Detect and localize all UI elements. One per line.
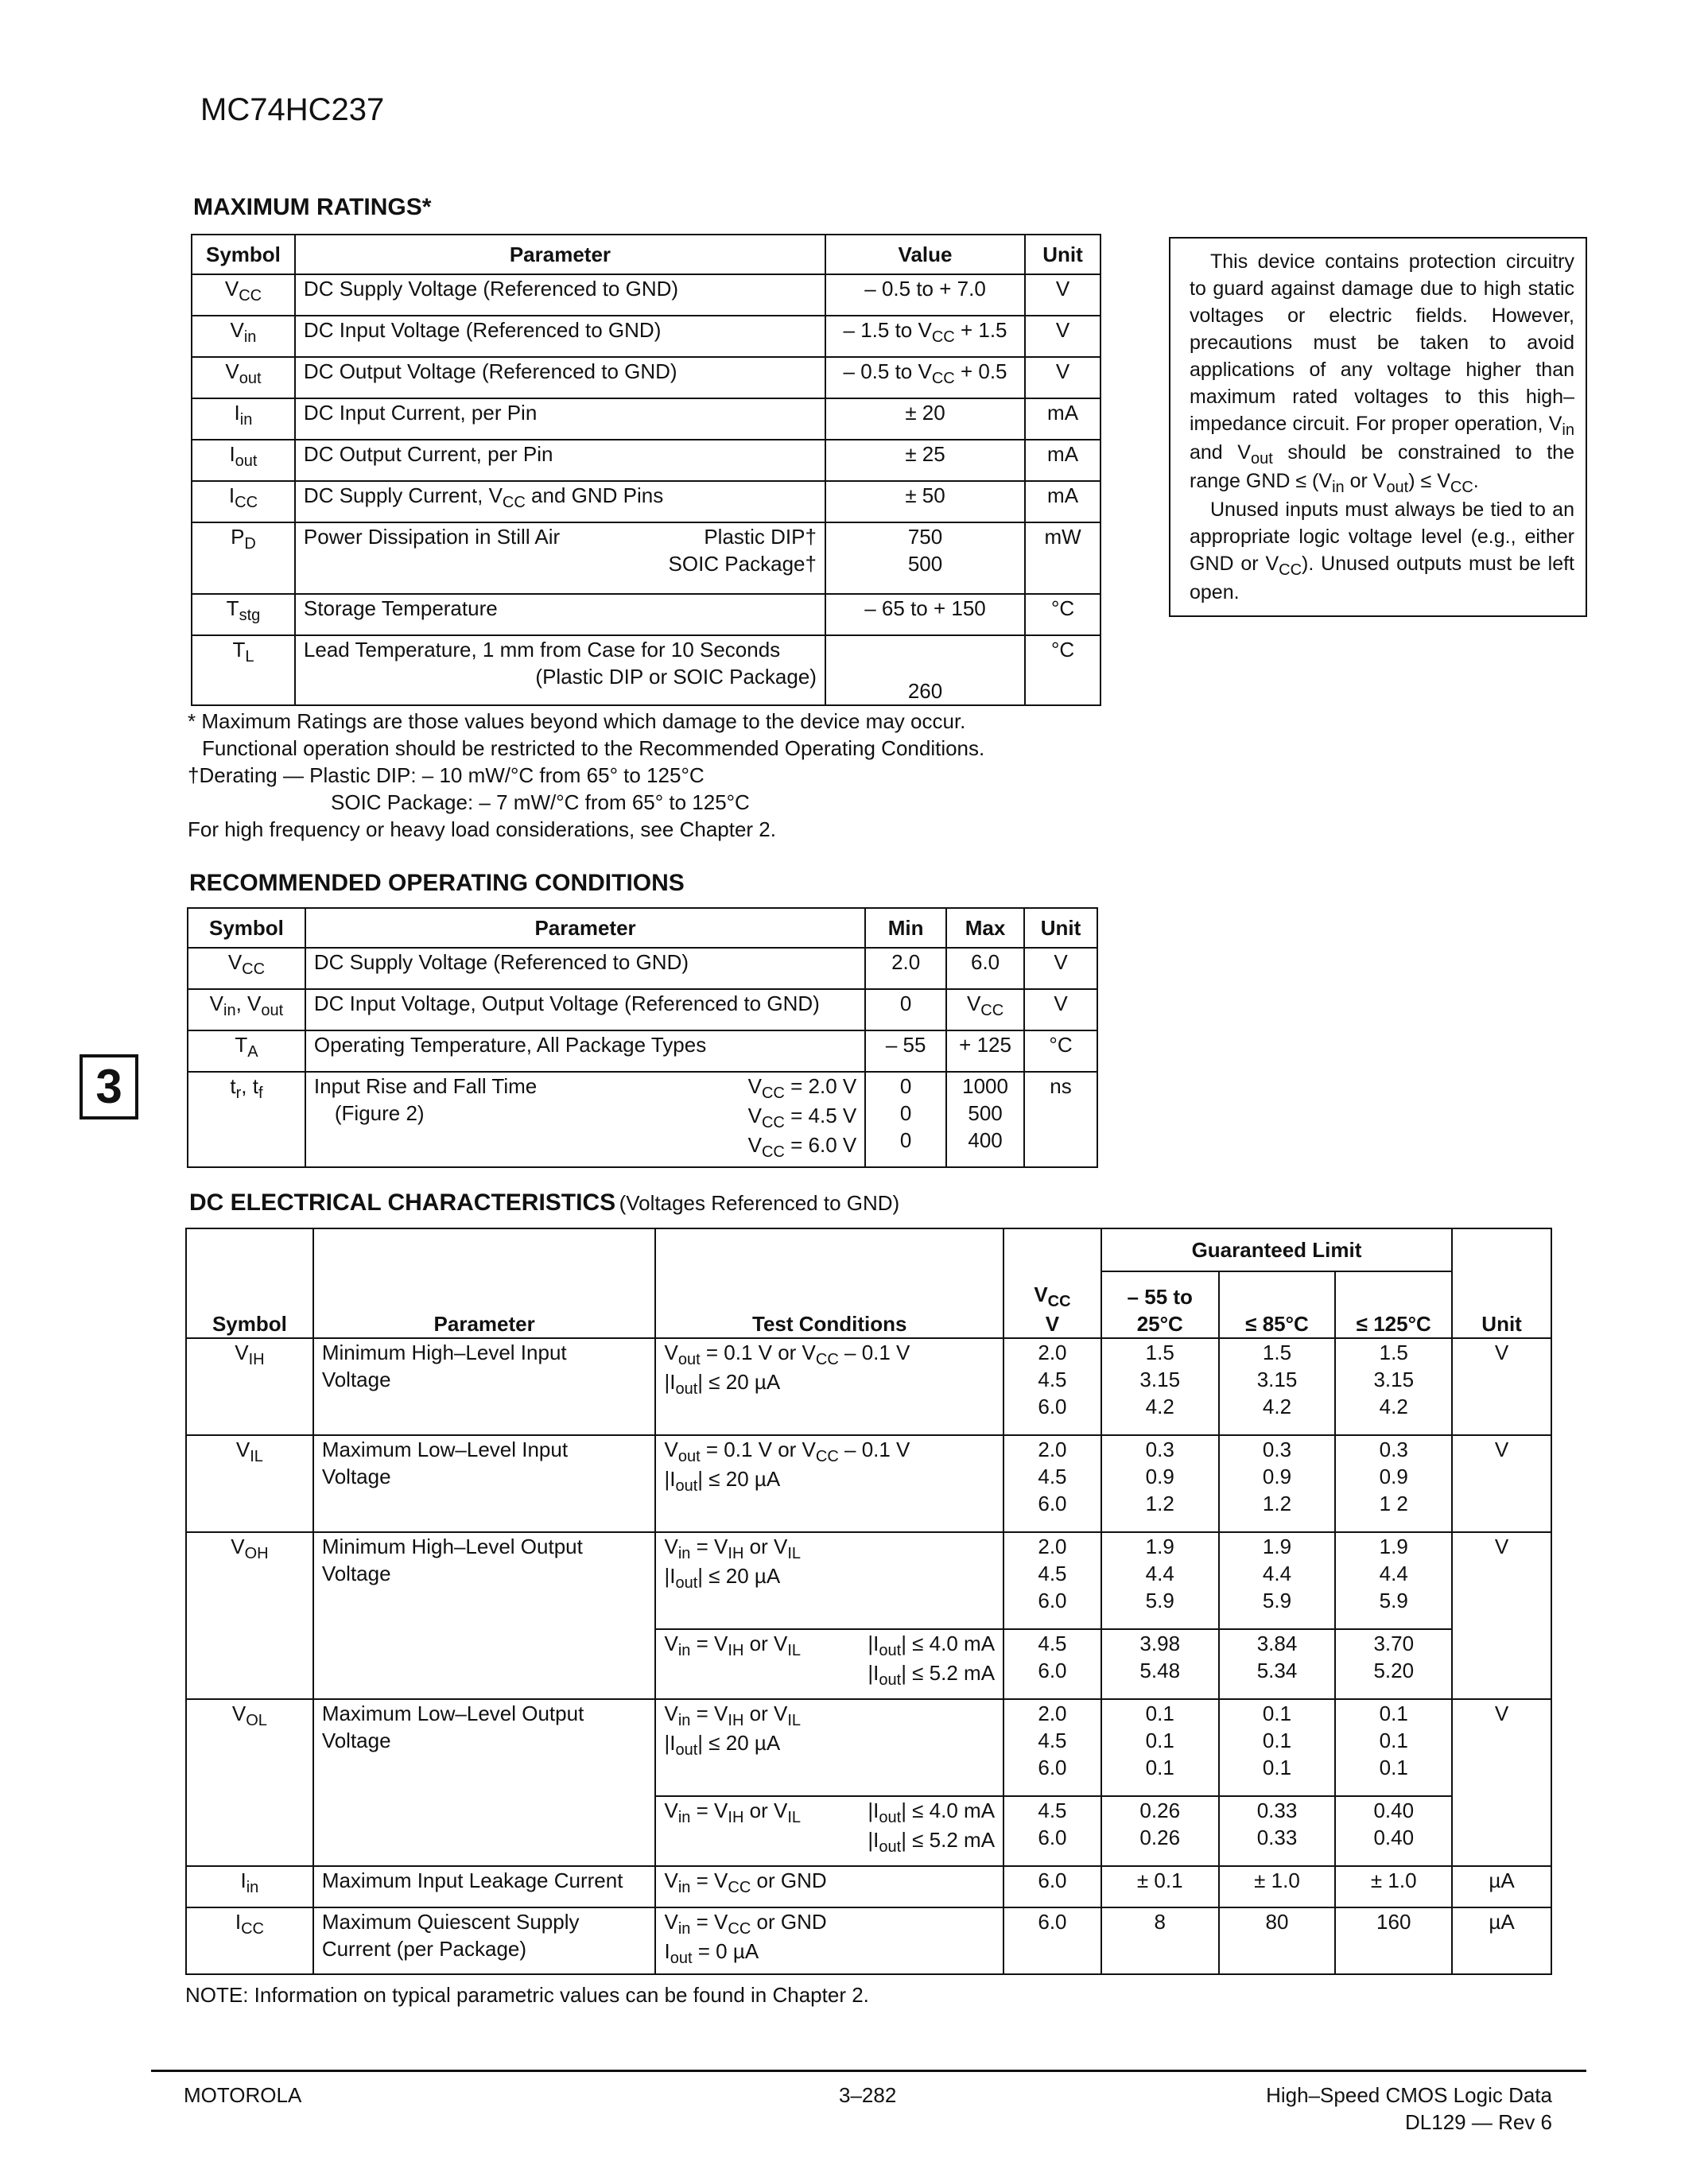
- table-row: $V_{out}$ DC Output Voltage (Referenced to GND) – 0.5 to $V_{CC} + 0.5$ V: [192, 357, 1100, 398]
- table-row: $P_D$ Power Dissipation in Still Air Plastic DIP† SOIC Package† 750 500 mW: [192, 522, 1100, 594]
- table-row: $T_L$ Lead Temperature, 1 mm from Case for 10 Seconds (Plastic DIP or SOIC Package) 260 °C: [192, 635, 1100, 705]
- col-unit: Unit: [1024, 908, 1097, 948]
- max-ratings-table: [191, 234, 1101, 706]
- table-header-row: [188, 908, 1097, 948]
- protection-paragraph-1: This device contains protection circuitry to guard against damage due to high static voltages or electric fields. However, precautions must be taken to avoid applications of any voltage higher than maximum rated voltages to this high–impedance circuit. For proper operation, $V_{in}$ and $V_{out}$ should be constrained to the range GND ≤ ($V_{in}$ or $V_{out}) \le V_{CC}$.: [1190, 250, 1574, 496]
- table-row: $V_{IL}$ Maximum Low–Level Input Voltage $V_{out} = 0.1$ V or $V_{CC} - 0.1$ V $|I_{out}| \le 20$ µA 2.0 4.5 6.0 0.3 0.9 1.2 0.3 0.9 1.2 0.3 0.9 1 2 V: [186, 1435, 1551, 1532]
- max-ratings-title: MAXIMUM RATINGS*: [193, 194, 432, 220]
- table-row: $V_{CC}$ DC Supply Voltage (Referenced to GND) – 0.5 to + 7.0 V: [192, 274, 1100, 316]
- col-temp-125: ≤ 125°C: [1335, 1271, 1452, 1338]
- dc-note: NOTE: Information on typical parametric values can be found in Chapter 2.: [185, 1983, 869, 2007]
- footer-brand: MOTOROLA: [184, 2083, 302, 2107]
- col-value: Value: [825, 235, 1025, 274]
- col-temp-85: ≤ 85°C: [1219, 1271, 1336, 1338]
- max-ratings-notes: * Maximum Ratings are those values beyond which damage to the device may occur. Functional operation should be restricted to the Recommended Operating Conditions. †Derating — Plastic DIP: – 10 mW/°C from 65° to 125°C SOIC Package: – 7 mW/°C from 65° to 125°C For high frequency or heavy load considerations, see Chapter 2.: [188, 709, 985, 841]
- col-parameter: Parameter: [295, 235, 825, 274]
- dc-table: [185, 1228, 1552, 1975]
- table-row: $V_{in}$ DC Input Voltage (Referenced to GND) – 1.5 to $V_{CC} + 1.5$ V: [192, 316, 1100, 357]
- table-header-row: [186, 1228, 1551, 1271]
- col-unit: Unit: [1025, 235, 1100, 274]
- col-guaranteed-limit: Guaranteed Limit: [1101, 1228, 1452, 1271]
- dc-title: DC ELECTRICAL CHARACTERISTICS (Voltages Referenced to GND): [189, 1189, 900, 1216]
- rec-op-table: [187, 907, 1098, 1168]
- section-tab: 3: [80, 1054, 138, 1119]
- table-row: $V_{OH}$ Minimum High–Level Output Voltage $V_{in} = V_{IH}$ or $V_{IL}$ $|I_{out}| \le 20$ µA 2.0 4.5 6.0 1.9 4.4 5.9 1.9 4.4 5.9 1.9 4.4 5.9 V: [186, 1532, 1551, 1629]
- footer-doc-info: High–Speed CMOS Logic Data DL129 — Rev 6: [1266, 2083, 1552, 2134]
- protection-note-box: [1169, 237, 1587, 617]
- col-max: Max: [946, 908, 1024, 948]
- table-header-row: [192, 235, 1100, 274]
- footer-page-number: 3–282: [839, 2083, 897, 2107]
- col-temp-25: – 55 to 25°C: [1101, 1271, 1219, 1338]
- table-row: $T_A$ Operating Temperature, All Package Types – 55 + 125 °C: [188, 1030, 1097, 1072]
- col-test-conditions: Test Conditions: [655, 1228, 1003, 1338]
- footer-rule: [151, 2070, 1586, 2072]
- table-row: $V_{in} = V_{IH}$ or $V_{IL}$ $|I_{out}| \le 4.0$ mA $|I_{out}| \le 5.2$ mA 4.5 6.0 3.98 5.48 3.84 5.34 3.70 5.20: [186, 1629, 1551, 1699]
- table-row: $I_{CC}$ Maximum Quiescent Supply Current (per Package) $V_{in} = V_{CC}$ or GND $I_{out} = 0$ µA 6.0 8 80 160 µA: [186, 1907, 1551, 1974]
- col-vcc: $V_{CC}$ V: [1003, 1228, 1101, 1338]
- table-row: $V_{CC}$ DC Supply Voltage (Referenced to GND) 2.0 6.0 V: [188, 948, 1097, 989]
- col-parameter: Parameter: [305, 908, 865, 948]
- table-row: $I_{CC}$ DC Supply Current, $V_{CC}$ and GND Pins ± 50 mA: [192, 481, 1100, 522]
- table-row: $T_{stg}$ Storage Temperature – 65 to + 150 °C: [192, 594, 1100, 635]
- col-min: Min: [865, 908, 946, 948]
- col-symbol: Symbol: [186, 1228, 313, 1338]
- protection-paragraph-2: Unused inputs must always be tied to an appropriate logic voltage level (e.g., either GND or $V_{CC}$). Unused outputs must be left open.: [1190, 499, 1574, 603]
- table-row: $I_{out}$ DC Output Current, per Pin ± 25 mA: [192, 440, 1100, 481]
- table-row: $V_{in}$, $V_{out}$ DC Input Voltage, Output Voltage (Referenced to GND) 0 $V_{CC}$ V: [188, 989, 1097, 1030]
- rec-op-title: RECOMMENDED OPERATING CONDITIONS: [189, 870, 685, 896]
- table-row: $V_{in} = V_{IH}$ or $V_{IL}$ $|I_{out}| \le 4.0$ mA $|I_{out}| \le 5.2$ mA 4.5 6.0 0.26 0.26 0.33 0.33 0.40 0.40: [186, 1796, 1551, 1866]
- table-row: $t_r$, $t_f$ Input Rise and Fall Time (Figure 2) $V_{CC} = 2.0$ V $V_{CC} = 4.5$ V $V_{CC} = 6.0$ V 0 0 0 1000 500 400 ns: [188, 1072, 1097, 1167]
- table-row: $V_{IH}$ Minimum High–Level Input Voltage $V_{out} = 0.1$ V or $V_{CC} - 0.1$ V $|I_{out}| \le 20$ µA 2.0 4.5 6.0 1.5 3.15 4.2 1.5 3.15 4.2 1.5 3.15 4.2 V: [186, 1338, 1551, 1435]
- table-row: $I_{in}$ Maximum Input Leakage Current $V_{in} = V_{CC}$ or GND 6.0 ± 0.1 ± 1.0 ± 1.0 µA: [186, 1866, 1551, 1907]
- col-parameter: Parameter: [313, 1228, 656, 1338]
- table-row: $I_{in}$ DC Input Current, per Pin ± 20 mA: [192, 398, 1100, 440]
- col-symbol: Symbol: [188, 908, 305, 948]
- table-row: $V_{OL}$ Maximum Low–Level Output Voltage $V_{in} = V_{IH}$ or $V_{IL}$ $|I_{out}| \le 20$ µA 2.0 4.5 6.0 0.1 0.1 0.1 0.1 0.1 0.1 0.1 0.1 0.1 V: [186, 1699, 1551, 1796]
- col-symbol: Symbol: [192, 235, 295, 274]
- col-unit: Unit: [1452, 1228, 1551, 1338]
- part-number: MC74HC237: [200, 92, 385, 127]
